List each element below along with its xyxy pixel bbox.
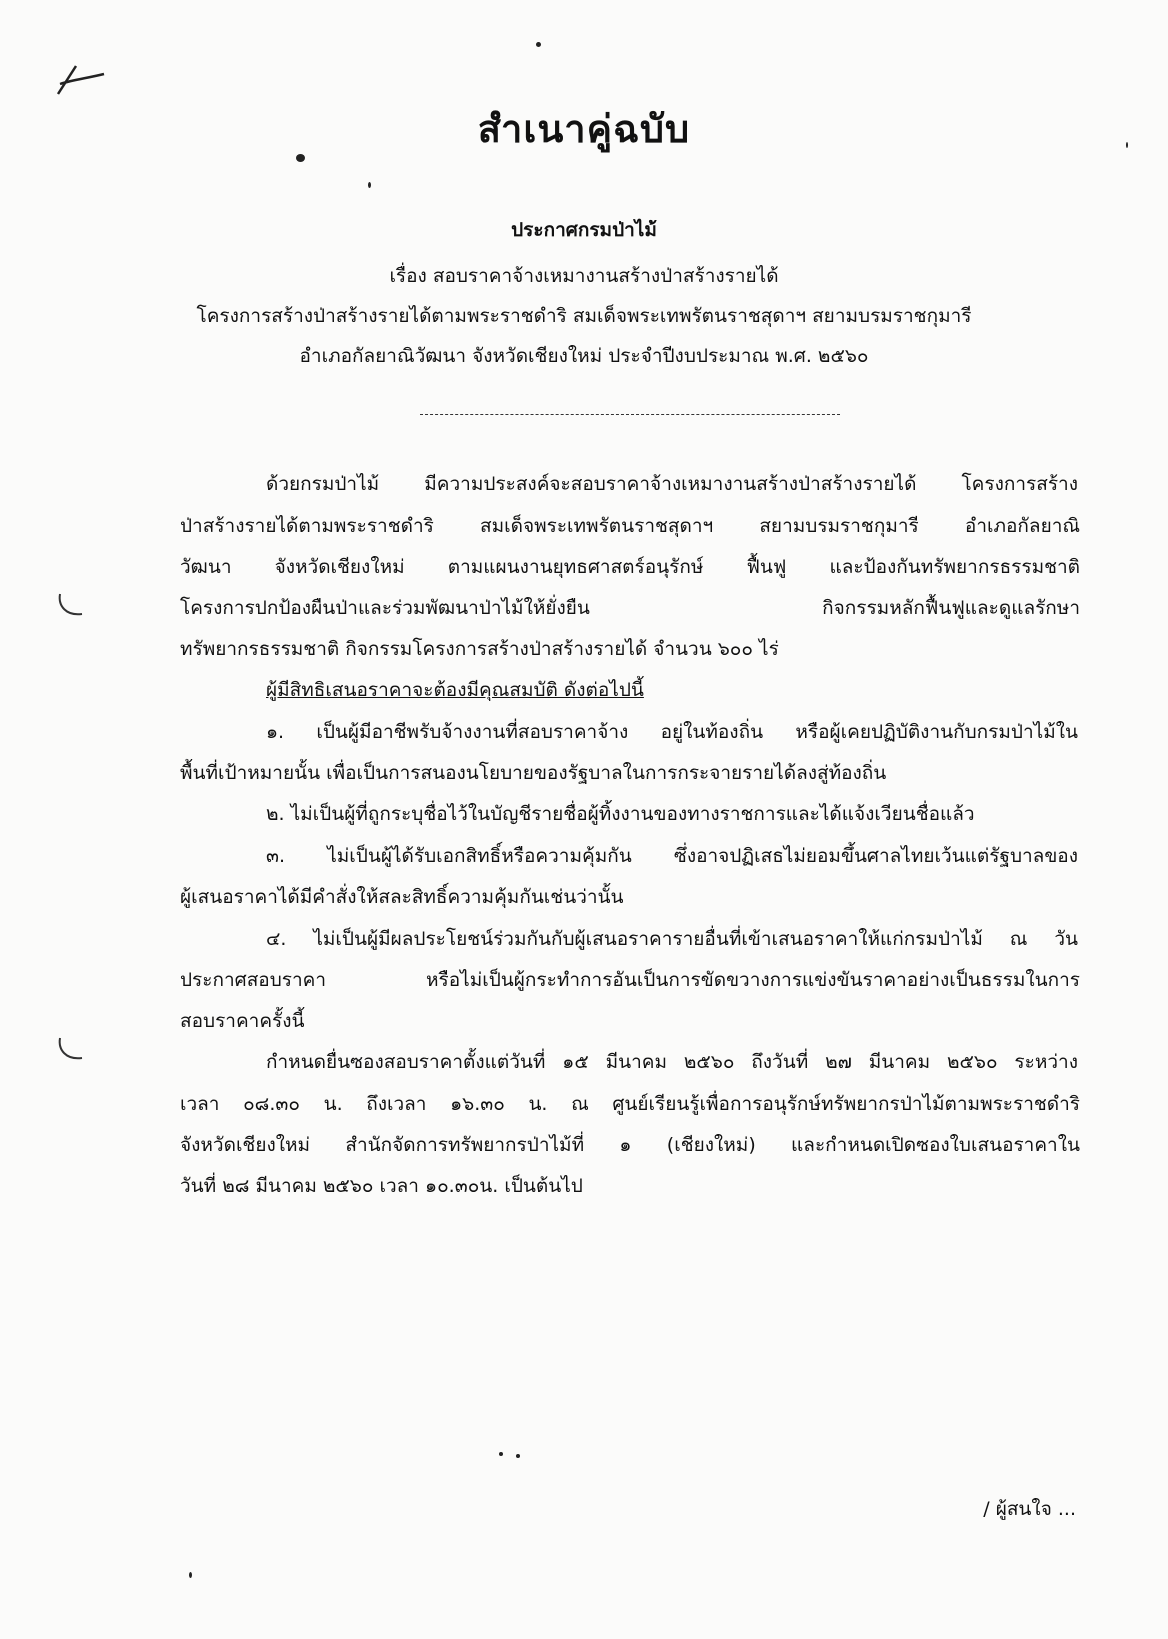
- scan-speck: [536, 42, 541, 47]
- dashed-divider: [420, 414, 840, 415]
- location-year-line: อำเภอกัลยาณิวัฒนา จังหวัดเชียงใหม่ ประจำปีงบประมาณ พ.ศ. ๒๕๖๐: [299, 345, 869, 367]
- schedule-line: เวลา ๐๘.๓๐ น. ถึงเวลา ๑๖.๓๐ น. ณ ศูนย์เรียนรู้เพื่อการอนุรักษ์ทรัพยากรป่าไม้ตามพระราชดำริ: [180, 1093, 1080, 1115]
- agency-heading: ประกาศกรมป่าไม้: [511, 219, 657, 241]
- scan-speck: [189, 1572, 192, 1578]
- intro-line: ด้วยกรมป่าไม้ มีความประสงค์จะสอบราคาจ้างเหมางานสร้างป่าสร้างรายได้ โครงการสร้าง: [266, 473, 1078, 495]
- scan-speck: [516, 1454, 520, 1458]
- qualification-item: ๔. ไม่เป็นผู้มีผลประโยชน์ร่วมกันกับผู้เสนอราคารายอื่นที่เข้าเสนอราคาให้แก่กรมป่าไม้ ณ วัน: [266, 928, 1078, 950]
- qualification-item: ๓. ไม่เป็นผู้ได้รับเอกสิทธิ์หรือความคุ้มกัน ซึ่งอาจปฏิเสธไม่ยอมขึ้นศาลไทยเว้นแต่รัฐบาลของ: [266, 845, 1078, 867]
- qualification-heading: ผู้มีสิทธิเสนอราคาจะต้องมีคุณสมบัติ ดังต่อไปนี้: [266, 679, 644, 701]
- intro-line: โครงการปกป้องผืนป่าและร่วมพัฒนาป่าไม้ให้ยั่งยืน กิจกรรมหลักฟื้นฟูและดูแลรักษา: [180, 597, 1080, 619]
- qualification-item: ประกาศสอบราคา หรือไม่เป็นผู้กระทำการอันเป็นการขัดขวางการแข่งขันราคาอย่างเป็นธรรมในการ: [180, 969, 1080, 991]
- handwritten-mark-icon: [52, 60, 112, 100]
- subject-line: เรื่อง สอบราคาจ้างเหมางานสร้างป่าสร้างรายได้: [389, 265, 779, 287]
- continuation-note: / ผู้สนใจ ...: [983, 1498, 1076, 1520]
- intro-line: ทรัพยากรธรรมชาติ กิจกรรมโครงการสร้างป่าสร้างรายได้ จำนวน ๖๐๐ ไร่: [180, 638, 779, 660]
- intro-line: วัฒนา จังหวัดเชียงใหม่ ตามแผนงานยุทธศาสตร์อนุรักษ์ ฟื้นฟู และป้องกันทรัพยากรธรรมชาติ: [180, 556, 1080, 578]
- punch-hole-arc: [56, 592, 86, 622]
- schedule-line: จังหวัดเชียงใหม่ สำนักจัดการทรัพยากรป่าไม้ที่ ๑ (เชียงใหม่) และกำหนดเปิดซองใบเสนอราคาใน: [180, 1134, 1080, 1156]
- project-line: โครงการสร้างป่าสร้างรายได้ตามพระราชดำริ สมเด็จพระเทพรัตนราชสุดาฯ สยามบรมราชกุมารี: [196, 305, 972, 327]
- qualification-item: พื้นที่เป้าหมายนั้น เพื่อเป็นการสนองนโยบายของรัฐบาลในการกระจายรายได้ลงสู่ท้องถิ่น: [180, 762, 887, 784]
- copy-stamp-title: สำเนาคู่ฉบับ: [477, 107, 691, 151]
- qualification-item: สอบราคาครั้งนี้: [180, 1010, 305, 1032]
- qualification-item: ๒. ไม่เป็นผู้ที่ถูกระบุชื่อไว้ในบัญชีรายชื่อผู้ทิ้งงานของทางราชการและได้แจ้งเวียนชื่อแล้ว: [266, 803, 975, 825]
- schedule-line: วันที่ ๒๘ มีนาคม ๒๕๖๐ เวลา ๑๐.๓๐น. เป็นต้นไป: [180, 1175, 583, 1197]
- scan-speck: [368, 182, 371, 188]
- scan-speck: [499, 1452, 503, 1456]
- qualification-item: ผู้เสนอราคาได้มีคำสั่งให้สละสิทธิ์ความคุ้มกันเช่นว่านั้น: [180, 886, 624, 908]
- punch-hole-arc: [56, 1036, 86, 1066]
- schedule-line: กำหนดยื่นซองสอบราคาตั้งแต่วันที่ ๑๕ มีนาคม ๒๕๖๐ ถึงวันที่ ๒๗ มีนาคม ๒๕๖๐ ระหว่าง: [266, 1051, 1078, 1073]
- qualification-item: ๑. เป็นผู้มีอาชีพรับจ้างงานที่สอบราคาจ้าง อยู่ในท้องถิ่น หรือผู้เคยปฏิบัติงานกับกรมป่าไม้ใน: [266, 721, 1078, 743]
- intro-line: ป่าสร้างรายได้ตามพระราชดำริ สมเด็จพระเทพรัตนราชสุดาฯ สยามบรมราชกุมารี อำเภอกัลยาณิ: [180, 515, 1080, 537]
